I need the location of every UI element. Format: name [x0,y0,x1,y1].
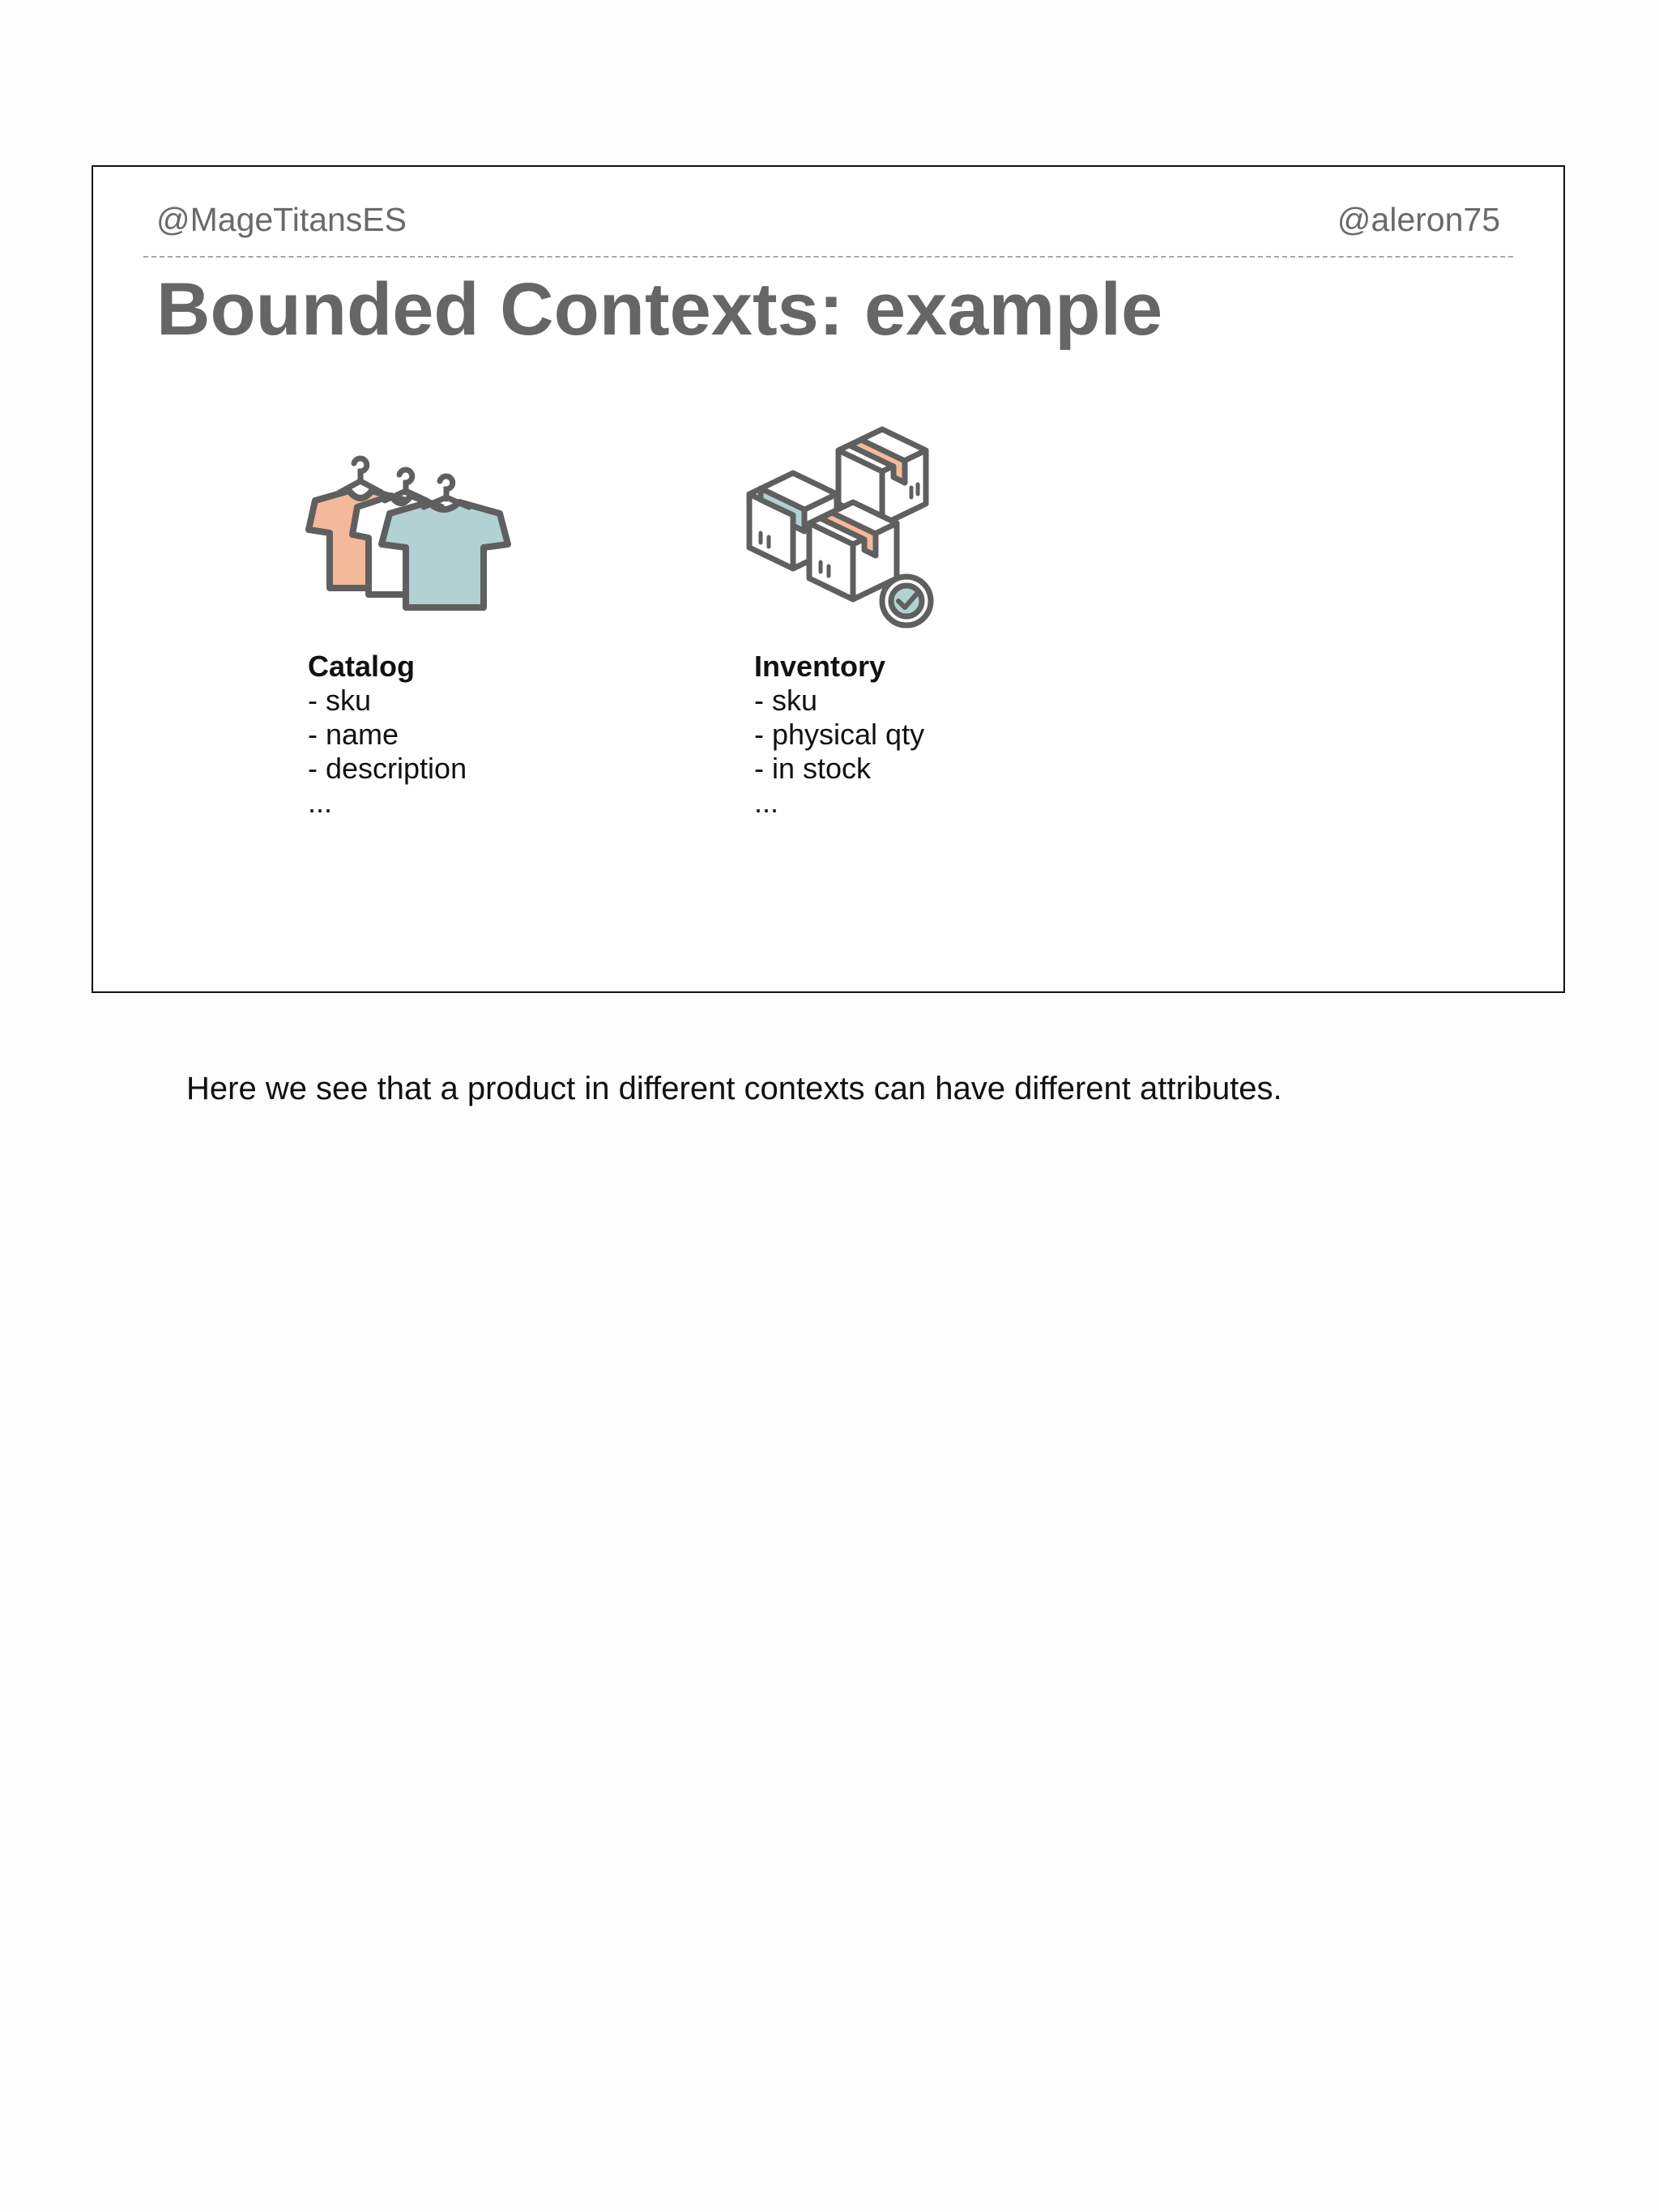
slide-frame [92,165,1565,993]
catalog-attribute: - sku [308,684,372,717]
catalog-title: Catalog [308,650,416,683]
slide-title: Bounded Contexts: example [156,268,1163,351]
inventory-attribute: - physical qty [754,718,925,751]
twitter-handle-left: @MageTitansES [156,201,407,238]
speaker-notes-caption: Here we see that a product in different contexts can have different attributes. [186,1071,1282,1106]
inventory-attribute: ... [754,786,779,819]
catalog-context [308,650,467,820]
catalog-attribute: - name [308,718,399,751]
twitter-handle-right: @aleron75 [1337,201,1500,238]
header-divider [143,256,1513,258]
inventory-attribute: - sku [754,684,818,717]
inventory-title: Inventory [754,650,886,683]
inventory-context [754,650,924,820]
inventory-attribute: - in stock [754,752,872,785]
catalog-attribute: - description [308,752,467,785]
stacked-boxes-icon [741,420,944,634]
clothes-on-hangers-icon [278,449,521,619]
catalog-attribute: ... [308,786,333,819]
